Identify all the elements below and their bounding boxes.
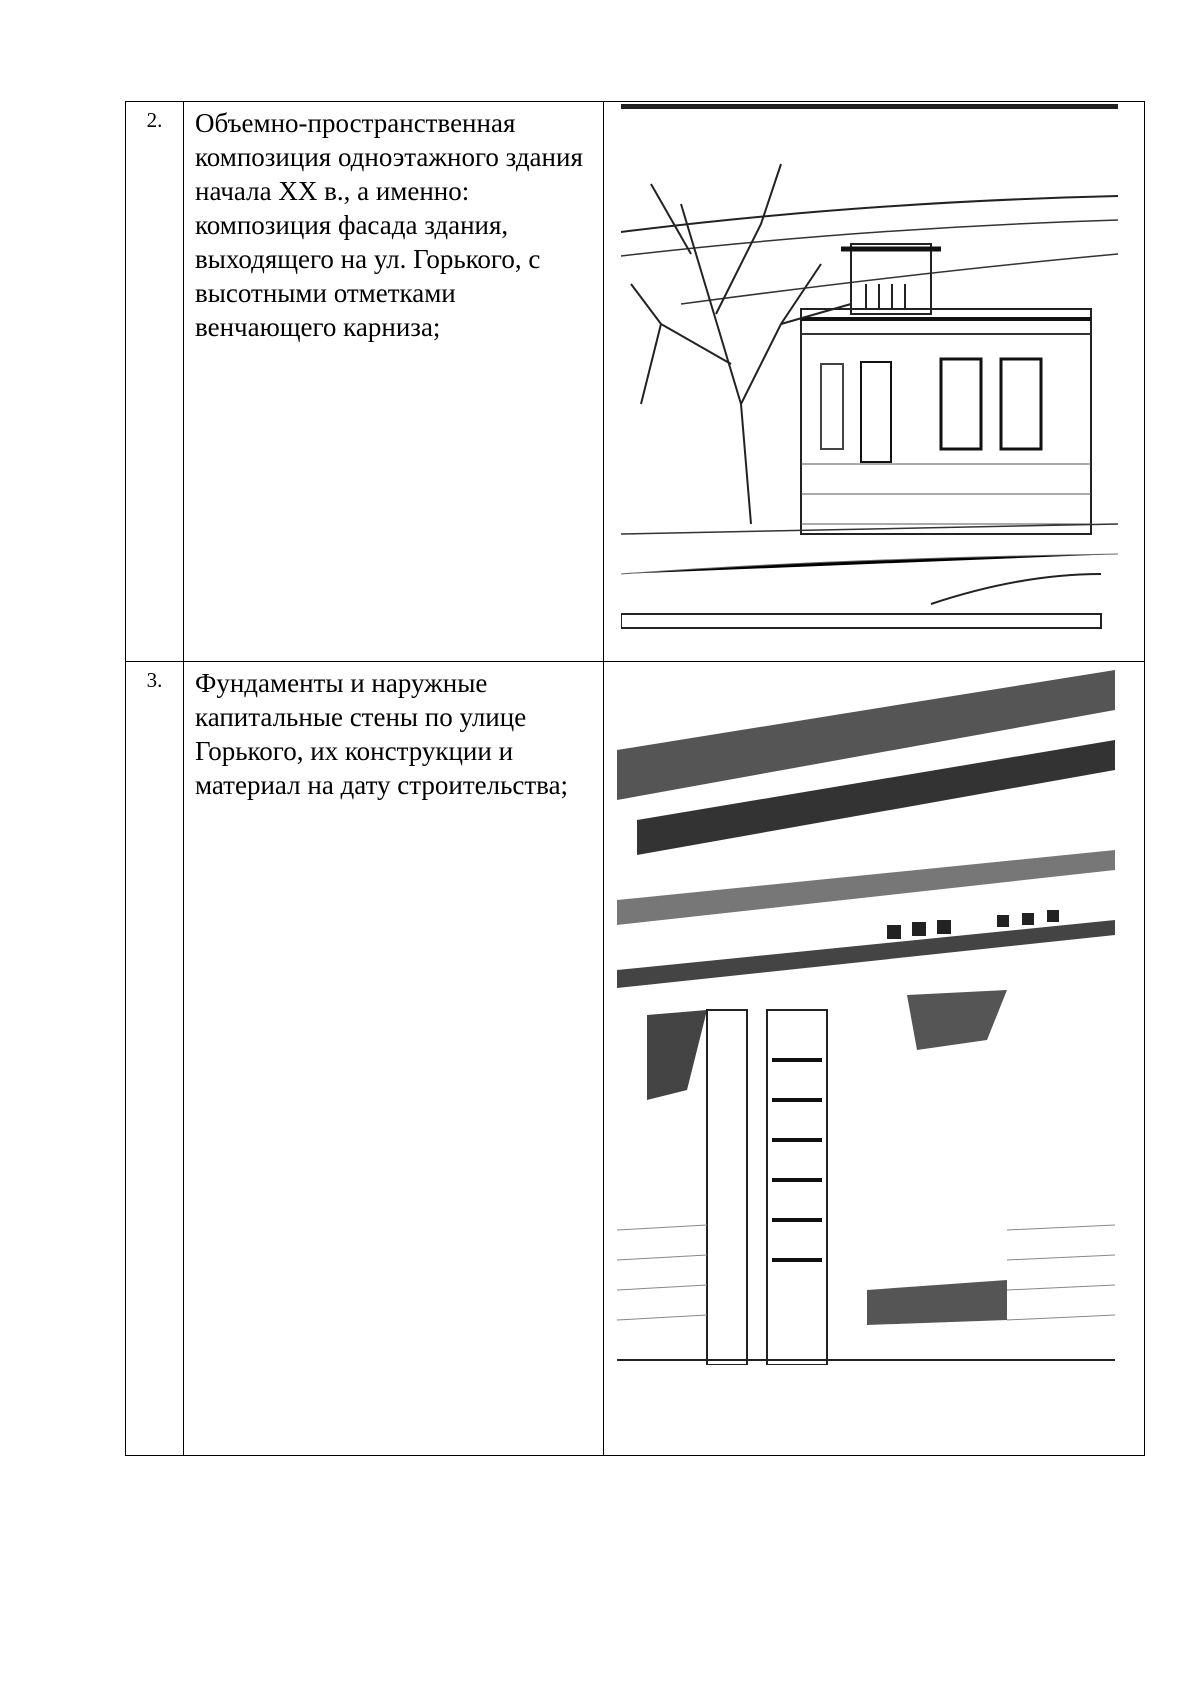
table-row xyxy=(126,662,1145,1456)
row-description: Фундаменты и наружные капитальные стены по улице Горького, их конструкции и материал на дату строительства; xyxy=(184,662,604,1456)
facade-photo xyxy=(621,104,1118,646)
wall-detail-photo xyxy=(617,670,1115,1365)
facade-photo-image xyxy=(621,104,1118,646)
wall-detail-photo-image xyxy=(617,670,1115,1365)
row-number: 3. xyxy=(126,662,184,1456)
photo-cell xyxy=(604,102,1145,662)
table-row xyxy=(126,102,1145,662)
row-description: Объемно-пространственная композиция одноэтажного здания начала XX в., а именно: композиция фасада здания, выходящего на ул. Горького, с высотными отметками венчающего карниза; xyxy=(184,102,604,662)
photo-cell xyxy=(604,662,1145,1456)
row-number: 2. xyxy=(126,102,184,662)
heritage-elements-table xyxy=(125,101,1145,1456)
